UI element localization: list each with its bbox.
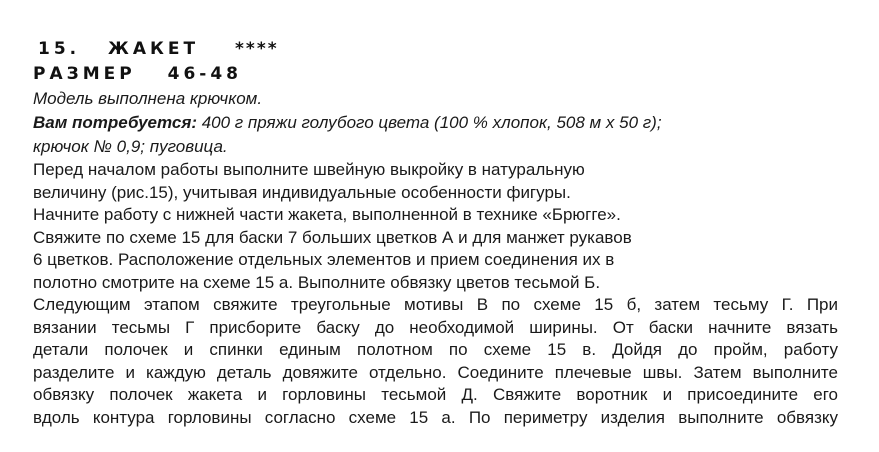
body-line: полотно смотрите на схеме 15 а. Выполните обвязку цветов тесьмой Б. (33, 272, 601, 292)
size-label: РАЗМЕР (33, 64, 136, 84)
materials-continuation: крючок № 0,9; пуговица. (33, 137, 228, 156)
body-line: Следующим этапом свяжите треугольные мотивы В по схеме 15 б, затем тесьму Г. При (33, 295, 838, 314)
body-line: вдоль контура горловины согласно схеме 15 а. По периметру изделия выполните обвязку (33, 407, 838, 427)
article-number: 15. (38, 39, 81, 59)
body-line: Начните работу с нижней части жакета, выполненной в технике «Брюгге». (33, 205, 621, 224)
body-line: величину (рис.15), учитывая индивидуальные особенности фигуры. (33, 182, 571, 202)
size-value: 46-48 (167, 64, 242, 84)
body-line: 6 цветков. Расположение отдельных элементов и прием соединения их в (33, 250, 615, 269)
materials-line (33, 113, 662, 133)
size-heading (33, 64, 242, 84)
materials-text: 400 г пряжи голубого цвета (100 % хлопок, 508 м х 50 г); (197, 113, 662, 132)
article-title-text: ЖАКЕТ (108, 39, 200, 59)
body-line: детали полочек и спинки единым полотном по схеме 15 в. Дойдя до пройм, работу (33, 340, 838, 359)
body-line: разделите и каждую деталь довяжите отдельно. Соедините плечевые швы. Затем выполните (33, 362, 838, 382)
body-line: Свяжите по схеме 15 для баски 7 больших цветков А и для манжет рукавов (33, 227, 632, 247)
difficulty-stars: **** (235, 39, 279, 59)
body-line: Перед началом работы выполните швейную выкройку в натуральную (33, 160, 585, 179)
body-line: вязании тесьмы Г присборите баску до необходимой ширины. От баски начните вязать (33, 317, 838, 337)
materials-label: Вам потребуется: (33, 113, 197, 132)
body-line: обвязку полочек жакета и горловины тесьмой Д. Свяжите воротник и присоедините его (33, 385, 838, 404)
article-title (38, 39, 279, 59)
model-note: Модель выполнена крючком. (33, 89, 263, 108)
